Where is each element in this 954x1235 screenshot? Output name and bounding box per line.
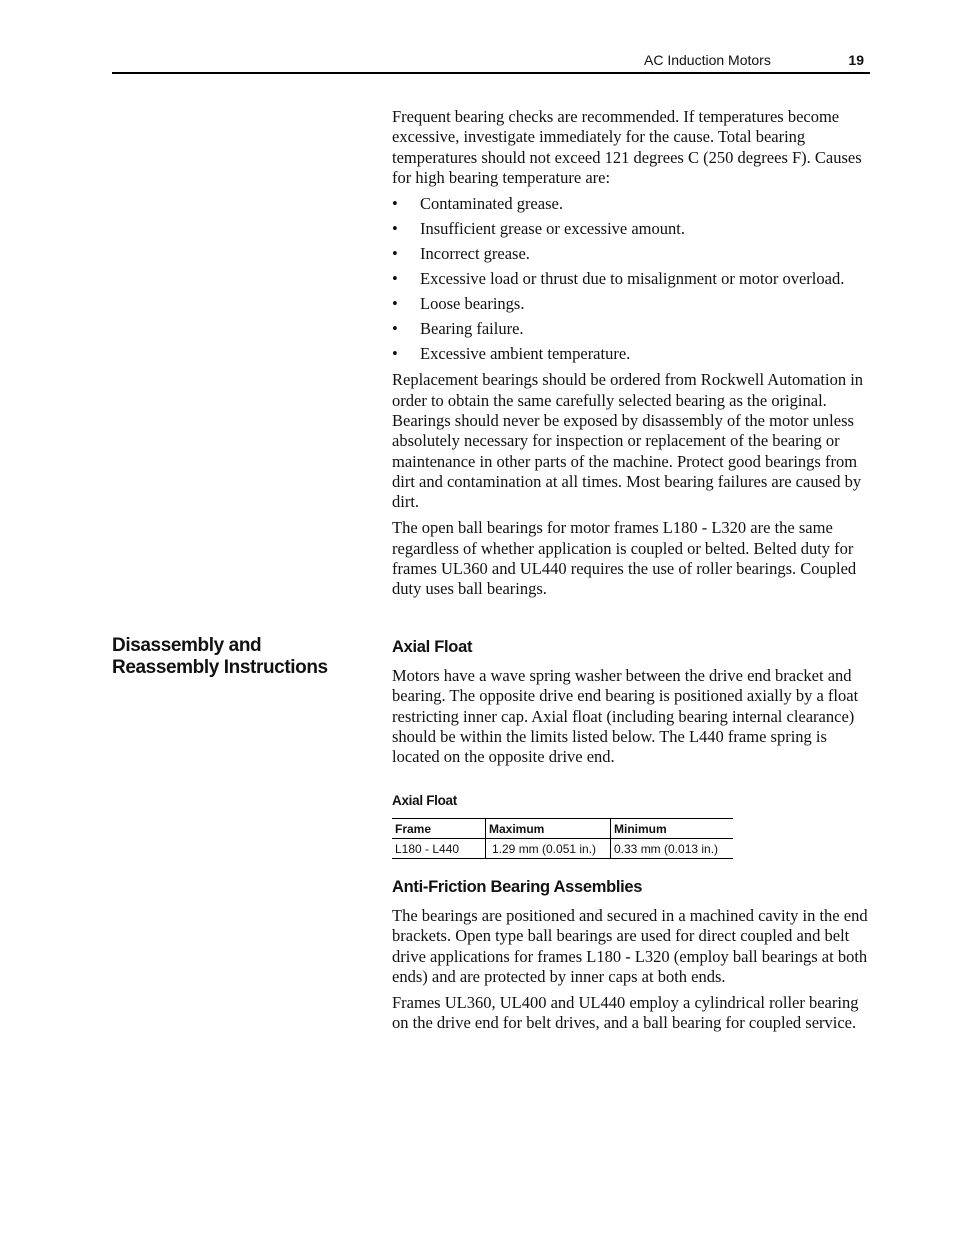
anti-friction-paragraph-2: Frames UL360, UL400 and UL440 employ a cylindrical roller bearing on the drive end for belt drives, and a ball bearing for coupled service. (392, 993, 859, 1033)
table-row (392, 839, 733, 859)
header-title: AC Induction Motors (644, 52, 771, 68)
bearing-section (392, 107, 870, 606)
list-item: • Bearing failure. (392, 319, 870, 339)
replacement-paragraph: Replacement bearings should be ordered from Rockwell Automation in order to obtain the same carefully selected bearing as the original. Bearings should never be exposed by disassembly of the motor unless absolutely necessary for inspection or replacement of the bearing or maintenance in other parts of the machine. Protect good bearings from dirt and contamination at all times. Most bearing failures are caused by dirt. (392, 370, 864, 512)
column-header-minimum: Minimum (611, 819, 734, 839)
axial-float-paragraph: Motors have a wave spring washer between the drive end bracket and bearing. The opposite drive end bearing is positioned axially by a float restricting inner cap. Axial float (including bearing internal clearance) should be within the limits listed below. The L440 frame spring is located on the opposite drive end. (392, 666, 859, 767)
bearing-intro-paragraph: Frequent bearing checks are recommended. If temperatures become excessive, investigate immediately for the cause. Total bearing temperatures should not exceed 121 degrees C (250 degrees F). Causes for high bearing temperature are: (392, 107, 862, 187)
page-header (112, 50, 870, 74)
axial-float-section (392, 636, 870, 773)
bearing-causes-list (392, 194, 870, 364)
list-item: • Excessive ambient temperature. (392, 344, 870, 364)
table-header-row (392, 819, 733, 839)
list-item: • Loose bearings. (392, 294, 870, 314)
table-caption: Axial Float (392, 793, 457, 808)
list-item: • Insufficient grease or excessive amount. (392, 219, 870, 239)
column-header-maximum: Maximum (486, 819, 611, 839)
anti-friction-paragraph-1: The bearings are positioned and secured in a machined cavity in the end brackets. Open type ball bearings are used for direct coupled and belt drive applications for frames L180 - L320 (employ ball bearings at both ends) and are protected by inner caps at both ends. (392, 906, 868, 986)
list-item: • Excessive load or thrust due to misalignment or motor overload. (392, 269, 870, 289)
table-cell: 0.33 mm (0.013 in.) (611, 839, 734, 859)
list-item: • Incorrect grease. (392, 244, 870, 264)
page-number: 19 (848, 52, 864, 68)
list-item: • Contaminated grease. (392, 194, 870, 214)
anti-friction-heading: Anti-Friction Bearing Assemblies (392, 878, 643, 896)
table-cell: L180 - L440 (392, 839, 486, 859)
open-ball-paragraph: The open ball bearings for motor frames L180 - L320 are the same regardless of whether application is coupled or belted. Belted duty for frames UL360 and UL440 requires the use of roller bearings. Coupled duty uses ball bearings. (392, 518, 857, 599)
column-header-frame: Frame (392, 819, 486, 839)
section-side-heading: Disassembly and Reassembly Instructions (112, 635, 328, 678)
axial-float-table (392, 818, 733, 859)
table-cell: 1.29 mm (0.051 in.) (486, 839, 611, 859)
axial-float-heading: Axial Float (392, 638, 473, 656)
anti-friction-section (392, 876, 870, 1040)
